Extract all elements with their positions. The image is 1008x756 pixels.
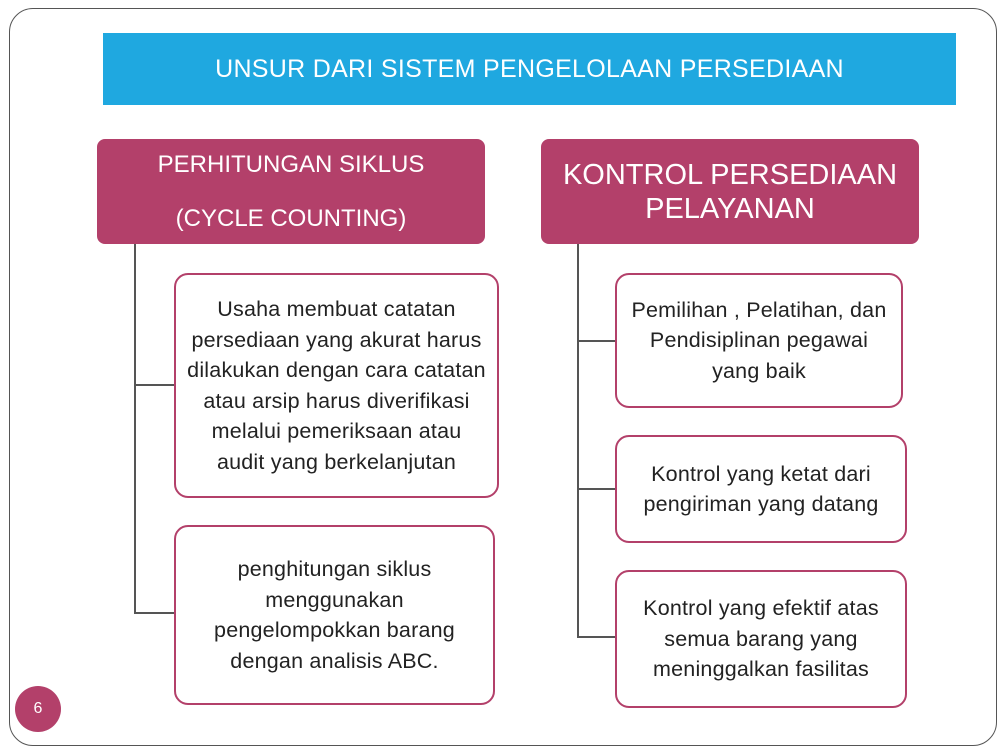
right-connector-1 <box>577 340 616 342</box>
service-control-item-3-text: Kontrol yang efektif atas semua barang yang meninggalkan fasilitas <box>643 596 879 682</box>
slide-title-text: UNSUR DARI SISTEM PENGELOLAAN PERSEDIAAN <box>215 54 844 83</box>
page-number: 6 <box>33 700 43 717</box>
service-control-item-1-text: Pemilihan , Pelatihan, dan Pendisiplinan pegawai yang baik <box>631 297 887 383</box>
right-connector-2 <box>577 488 616 490</box>
cycle-counting-item-2 <box>174 525 495 705</box>
service-control-heading <box>541 139 919 244</box>
cycle-counting-heading <box>97 139 485 244</box>
left-connector-2 <box>134 612 175 614</box>
cycle-counting-heading-line1: PERHITUNGAN SIKLUS <box>157 150 425 178</box>
cycle-counting-item-2-text: penghitungan siklus menggunakan pengelompokkan barang dengan analisis ABC. <box>214 557 455 673</box>
service-control-item-3 <box>615 570 907 708</box>
right-connector-vertical <box>577 244 579 637</box>
left-connector-1 <box>134 384 175 386</box>
page-number-badge <box>15 686 61 732</box>
slide-title <box>103 33 956 105</box>
cycle-counting-heading-line2: (CYCLE COUNTING) <box>175 204 407 232</box>
service-control-item-1 <box>615 273 903 408</box>
right-connector-3 <box>577 636 616 638</box>
cycle-counting-item-1 <box>174 273 499 498</box>
left-connector-vertical <box>134 244 136 613</box>
service-control-item-2-text: Kontrol yang ketat dari pengiriman yang datang <box>643 461 879 516</box>
service-control-heading-text: KONTROL PERSEDIAAN PELAYANAN <box>562 158 898 225</box>
cycle-counting-item-1-text: Usaha membuat catatan persediaan yang akurat harus dilakukan dengan cara catatan atau arsip harus diverifikasi melalui pemeriksaan atau audit yang berkelanjutan <box>187 297 486 474</box>
service-control-item-2 <box>615 435 907 543</box>
